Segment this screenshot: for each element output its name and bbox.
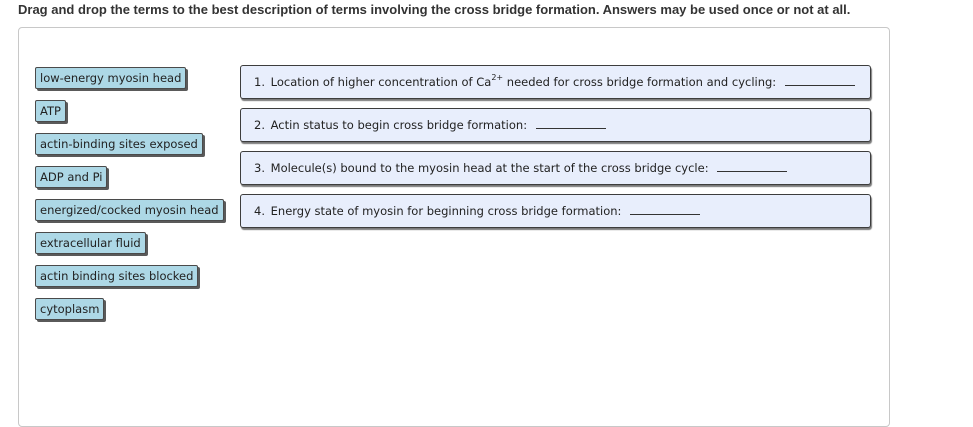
term-low-energy-myosin-head[interactable]: low-energy myosin head — [35, 67, 186, 89]
superscript: 2+ — [491, 73, 504, 83]
question-text: Energy state of myosin for beginning cross bridge formation: — [270, 204, 622, 218]
drop-target-3[interactable] — [717, 170, 787, 172]
question-3 — [240, 151, 871, 185]
question-4 — [240, 194, 871, 228]
term-cytoplasm[interactable]: cytoplasm — [35, 298, 104, 320]
term-atp[interactable]: ATP — [35, 100, 66, 122]
question-text: Molecule(s) bound to the myosin head at the start of the cross bridge cycle: — [270, 161, 709, 175]
question-1 — [240, 65, 871, 99]
question-number: 3. — [254, 161, 265, 175]
question-number: 1. — [254, 75, 265, 89]
instruction-text: Drag and drop the terms to the best description of terms involving the cross bridge formation. Answers may be used once or not at all. — [18, 2, 851, 17]
term-actin-binding-sites-exposed[interactable]: actin-binding sites exposed — [35, 133, 203, 155]
term-adp-and-pi[interactable]: ADP and Pi — [35, 166, 107, 188]
question-number: 2. — [254, 118, 265, 132]
drop-target-4[interactable] — [630, 213, 700, 215]
question-text: Location of higher concentration of Ca — [270, 75, 492, 89]
question-text-cont: needed for cross bridge formation and cycling: — [503, 75, 777, 89]
question-number: 4. — [254, 204, 265, 218]
term-actin-binding-sites-blocked[interactable]: actin binding sites blocked — [35, 265, 198, 287]
question-text: Actin status to begin cross bridge formation: — [270, 118, 528, 132]
question-2 — [240, 108, 871, 142]
term-energized-cocked-myosin-head[interactable]: energized/cocked myosin head — [35, 199, 224, 221]
drop-target-1[interactable] — [785, 84, 855, 86]
term-extracellular-fluid[interactable]: extracellular fluid — [35, 232, 146, 254]
drop-target-2[interactable] — [536, 127, 606, 129]
